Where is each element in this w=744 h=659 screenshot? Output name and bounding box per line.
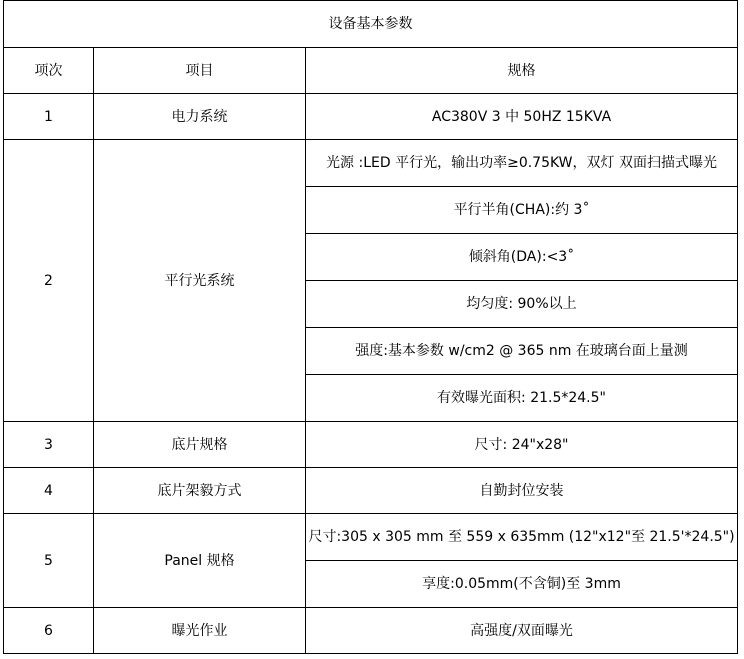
- row-item: Panel 规格: [94, 514, 306, 608]
- row-spec: 有效曝光面积: 21.5*24.5": [306, 375, 738, 422]
- row-spec: 享度:0.05mm(不含铜)至 3mm: [306, 561, 738, 608]
- row-no: 4: [4, 468, 94, 514]
- table-title: 设备基本参数: [4, 1, 738, 48]
- row-item: 底片规格: [94, 422, 306, 468]
- row-item: 底片架毅方式: [94, 468, 306, 514]
- row-no: 6: [4, 608, 94, 654]
- row-no: 3: [4, 422, 94, 468]
- row-spec: 倾斜角(DA):<3˚: [306, 234, 738, 281]
- row-item: 曝光作业: [94, 608, 306, 654]
- row-spec: 高强度/双面曝光: [306, 608, 738, 654]
- row-spec: 尺寸: 24"x28": [306, 422, 738, 468]
- row-spec: 光源 :LED 平行光，输出功率≥0.75KW，双灯 双面扫描式曝光: [306, 140, 738, 187]
- row-spec: 自勤封位安装: [306, 468, 738, 514]
- row-spec: 平行半角(CHA):约 3˚: [306, 187, 738, 234]
- header-no: 项次: [4, 48, 94, 94]
- row-spec: 强度:基本参数 w/cm2 @ 365 nm 在玻璃台面上量测: [306, 328, 738, 375]
- row-item: 电力系统: [94, 94, 306, 140]
- row-no: 5: [4, 514, 94, 608]
- row-spec: 尺寸:305 x 305 mm 至 559 x 635mm (12"x12"至 21.5'*24.5"): [306, 514, 738, 561]
- header-spec: 规格: [306, 48, 738, 94]
- row-item: 平行光系统: [94, 140, 306, 422]
- row-no: 1: [4, 94, 94, 140]
- row-no: 2: [4, 140, 94, 422]
- header-item: 项目: [94, 48, 306, 94]
- row-spec: AC380V 3 中 50HZ 15KVA: [306, 94, 738, 140]
- spec-table: [3, 0, 738, 654]
- row-spec: 均匀度: 90%以上: [306, 281, 738, 328]
